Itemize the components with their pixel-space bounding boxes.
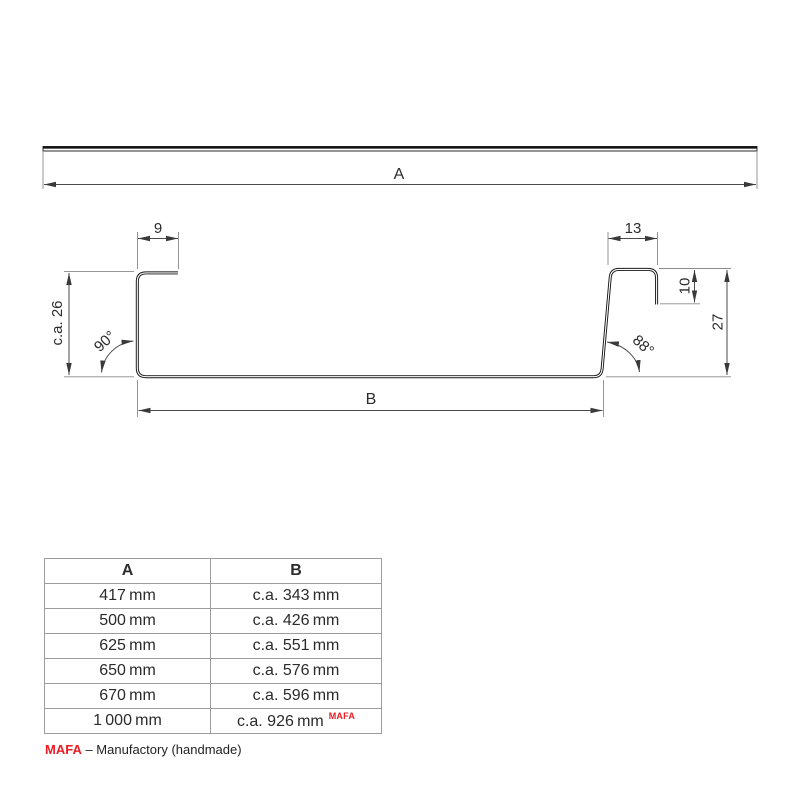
dimension-base-width xyxy=(138,380,604,417)
label-left-height: c.a. 26 xyxy=(49,300,66,346)
label-right-lip: 10 xyxy=(676,277,694,295)
label-left-angle: 90° xyxy=(90,327,120,356)
cell-b-value: c.a. 551 mm xyxy=(211,634,382,659)
dimension-top-right-flange xyxy=(608,220,658,265)
cell-a-value: 500 mm xyxy=(45,609,211,634)
label-right-height: 27 xyxy=(709,313,727,331)
footnote-term: MAFA xyxy=(45,742,82,757)
cell-b-value: c.a. 926 mm $^{MAFA}$ xyxy=(211,709,382,734)
label-right-angle: 88° xyxy=(628,331,658,360)
label-top-right-flange: 13 xyxy=(624,220,642,237)
size-table-body xyxy=(45,584,382,734)
angle-left-90 xyxy=(91,328,134,373)
cell-a-value: 625 mm xyxy=(45,634,211,659)
dimension-right-lip xyxy=(659,269,731,304)
cell-b-value: c.a. 576 mm xyxy=(211,659,382,684)
table-row xyxy=(45,584,382,609)
label-top-left-flange: 9 xyxy=(153,220,163,237)
label-base-width: B xyxy=(365,391,377,408)
cell-a-value: 1 000 mm xyxy=(45,709,211,734)
size-table xyxy=(44,558,382,734)
cell-b-value: c.a. 596 mm xyxy=(211,684,382,709)
dimension-left-height xyxy=(49,272,134,377)
table-row xyxy=(45,634,382,659)
cell-a-value: 650 mm xyxy=(45,659,211,684)
table-header-row xyxy=(45,559,382,584)
cell-a-value: 417 mm xyxy=(45,584,211,609)
dimension-top-left-flange xyxy=(138,220,179,269)
dimension-right-height xyxy=(606,270,731,377)
footnote xyxy=(45,742,242,757)
table-header-b: B xyxy=(211,559,382,584)
footnote-text: – Manufactory (handmade) xyxy=(85,742,242,757)
angle-right-88 xyxy=(607,332,657,372)
label-total-length: A xyxy=(393,166,405,183)
profile-cross-section xyxy=(137,269,656,376)
table-row xyxy=(45,684,382,709)
mafa-superscript: MAFA xyxy=(328,711,356,721)
table-header-a: A xyxy=(45,559,211,584)
table-row xyxy=(45,609,382,634)
table-row xyxy=(45,709,382,734)
cell-b-value: c.a. 343 mm xyxy=(211,584,382,609)
table-row xyxy=(45,659,382,684)
cell-a-value: 670 mm xyxy=(45,684,211,709)
flat-bar-top-view xyxy=(43,147,757,152)
dimension-total-length xyxy=(43,152,757,189)
cell-b-value: c.a. 426 mm xyxy=(211,609,382,634)
profile-path xyxy=(137,269,656,376)
